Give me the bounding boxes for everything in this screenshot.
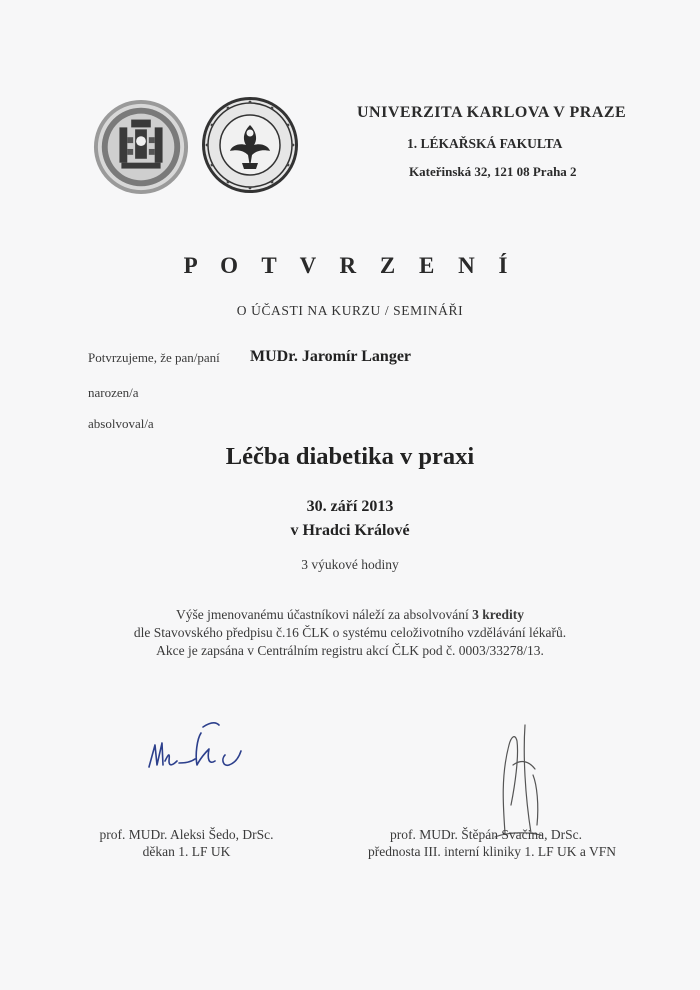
course-place: v Hradci Králové (290, 522, 410, 539)
head-role: přednosta III. interní kliniky 1. LF UK a VFN (368, 844, 616, 859)
university-seal-icon (92, 98, 190, 196)
course-title: Léčba diabetika v praxi (225, 443, 475, 470)
faculty-seal-icon (200, 95, 300, 195)
dean-signature-icon (145, 715, 255, 775)
dean-signature-block (84, 826, 289, 860)
dean-role: děkan 1. LF UK (142, 844, 231, 859)
head-name: prof. MUDr. Štěpán Svačina, DrSc. (390, 827, 582, 842)
credits-amount: 3 kredity (472, 607, 525, 622)
credits-line-2: dle Stavovského předpisu č.16 ČLK o systému celoživotního vzdělávání lékařů. (133, 625, 567, 640)
document-title: P O T V R Z E N Í (183, 253, 517, 278)
dean-name: prof. MUDr. Aleksi Šedo, DrSc. (99, 827, 274, 842)
head-signature-icon (475, 705, 555, 845)
head-signature-block (368, 826, 616, 860)
course-date: 30. září 2013 (306, 498, 394, 515)
credits-line-1 (0, 606, 700, 624)
completed-label: absolvoval/a (88, 416, 154, 431)
course-hours: 3 výukové hodiny (301, 557, 399, 572)
university-name: UNIVERZITA KARLOVA V PRAZE (357, 104, 627, 121)
credits-paragraph (0, 606, 700, 660)
participant-name: MUDr. Jaromír Langer (250, 348, 412, 365)
document-subtitle: O ÚČASTI NA KURZU / SEMINÁŘI (236, 303, 464, 318)
credits-line-1-text: Výše jmenovanému účastníkovi náleží za absolvování (175, 607, 473, 622)
born-label: narozen/a (88, 385, 139, 400)
confirm-label: Potvrzujeme, že pan/paní (88, 350, 220, 365)
faculty-address: Kateřinská 32, 121 08 Praha 2 (409, 164, 577, 179)
faculty-name: 1. LÉKAŘSKÁ FAKULTA (407, 136, 563, 151)
credits-line-3: Akce je zapsána v Centrálním registru akcí ČLK pod č. 0003/33278/13. (156, 643, 544, 658)
